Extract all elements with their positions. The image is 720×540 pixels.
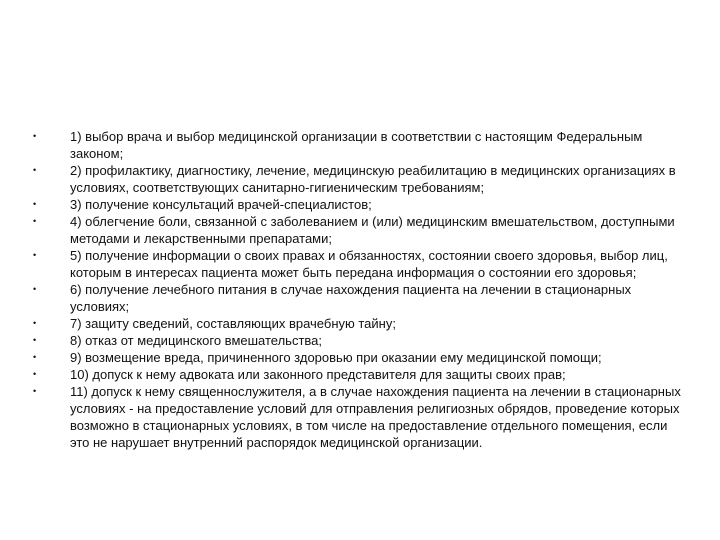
list-item-text: 3) получение консультаций врачей-специалистов; <box>70 197 372 212</box>
list-item <box>30 366 690 383</box>
list-item-text: 2) профилактику, диагностику, лечение, медицинскую реабилитацию в медицинских организациях в условиях, соответствующих санитарно-гигиеническим требованиям; <box>70 163 676 195</box>
list-item-text: 11) допуск к нему священнослужителя, а в случае нахождения пациента на лечении в стационарных условиях - на предоставление условий для отправления религиозных обрядов, проведение которых возможно в стационарных условиях, в том числе на предоставление отдельного помещения, если это не нарушает внутренний распорядок медицинской организации. <box>70 384 681 450</box>
list-item-text: 4) облегчение боли, связанной с заболеванием и (или) медицинским вмешательством, доступными методами и лекарственными препаратами; <box>70 214 675 246</box>
list-item <box>30 162 690 196</box>
list-item <box>30 332 690 349</box>
list-item <box>30 315 690 332</box>
list-item-text: 7) защиту сведений, составляющих врачебную тайну; <box>70 316 396 331</box>
bullet-icon: • <box>33 165 37 175</box>
bullet-icon: • <box>33 199 37 209</box>
bullet-icon: • <box>33 352 37 362</box>
bullet-icon: • <box>33 216 37 226</box>
list-item <box>30 196 690 213</box>
list-item-text: 10) допуск к нему адвоката или законного представителя для защиты своих прав; <box>70 367 566 382</box>
bullet-icon: • <box>33 335 37 345</box>
list-item <box>30 383 690 451</box>
bullet-icon: • <box>33 131 37 141</box>
list-item <box>30 281 690 315</box>
list-item-text: 5) получение информации о своих правах и обязанностях, состоянии своего здоровья, выбор лиц, которым в интересах пациента может быть передана информация о состоянии его здоровья; <box>70 248 668 280</box>
list-item <box>30 349 690 366</box>
list-item <box>30 213 690 247</box>
list-item <box>30 128 690 162</box>
bullet-icon: • <box>33 369 37 379</box>
list-item-text: 6) получение лечебного питания в случае нахождения пациента на лечении в стационарных условиях; <box>70 282 632 314</box>
list-item-text: 1) выбор врача и выбор медицинской организации в соответствии с настоящим Федеральным законом; <box>70 129 643 161</box>
list-item-text: 9) возмещение вреда, причиненного здоровью при оказании ему медицинской помощи; <box>70 350 602 365</box>
patient-rights-list <box>30 128 690 451</box>
bullet-icon: • <box>33 250 37 260</box>
bullet-icon: • <box>33 318 37 328</box>
bullet-icon: • <box>33 284 37 294</box>
bullet-icon: • <box>33 386 37 396</box>
list-item <box>30 247 690 281</box>
list-item-text: 8) отказ от медицинского вмешательства; <box>70 333 323 348</box>
